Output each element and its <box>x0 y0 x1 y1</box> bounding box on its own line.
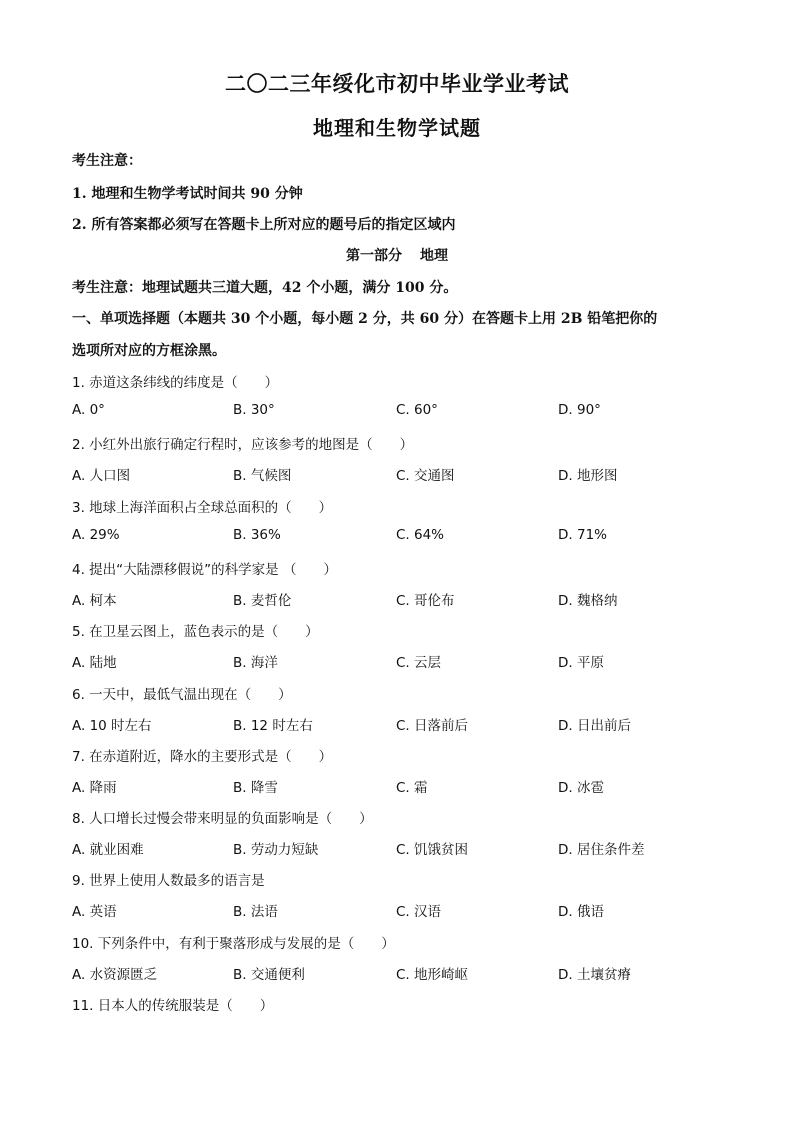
question-6-option-d: D. 日出前后 <box>558 717 631 734</box>
question-6: 6. 一天中，最低气温出现在（ ） <box>72 686 292 703</box>
question-9-option-c: C. 汉语 <box>396 904 442 921</box>
question-3: 3. 地球上海洋面积占全球总面积的（ ） <box>72 499 333 516</box>
question-9-option-d: D. 俄语 <box>558 904 604 921</box>
question-4: 4. 提出“大陆漂移假说”的科学家是 （ ） <box>72 561 337 578</box>
question-10-option-c: C. 地形崎岖 <box>396 966 469 983</box>
question-5-option-c: C. 云层 <box>396 655 442 672</box>
exam-subtitle: 地理和生物学试题 <box>313 116 481 140</box>
question-3-option-c: C. 64% <box>396 526 445 543</box>
question-6-option-c: C. 日落前后 <box>396 717 469 734</box>
question-10-option-d: D. 土壤贫瘠 <box>558 966 631 983</box>
question-2-option-d: D. 地形图 <box>558 468 618 485</box>
part-notice: 考生注意：地理试题共三道大题，42 个小题，满分 100 分。 <box>72 280 458 296</box>
question-6-option-b: B. 12 时左右 <box>233 717 313 734</box>
question-7-option-a: A. 降雨 <box>72 779 117 796</box>
question-1-option-c: C. 60° <box>396 402 438 418</box>
question-5-option-a: A. 陆地 <box>72 655 117 672</box>
question-9-option-b: B. 法语 <box>233 904 278 921</box>
question-8-option-c: C. 饥饿贫困 <box>396 842 469 859</box>
exam-title: 二〇二三年绥化市初中毕业学业考试 <box>225 71 569 96</box>
notice-heading: 考生注意： <box>72 153 142 169</box>
question-4-option-a: A. 柯本 <box>72 592 117 609</box>
question-10-option-b: B. 交通便利 <box>233 966 305 983</box>
question-4-option-c: C. 哥伦布 <box>396 592 455 609</box>
question-8-option-d: D. 居住条件差 <box>558 842 645 859</box>
question-3-option-a: A. 29% <box>72 526 120 543</box>
question-2-option-c: C. 交通图 <box>396 468 455 485</box>
part-name: 地理 <box>420 248 448 264</box>
question-3-option-b: B. 36% <box>233 526 281 543</box>
question-5-option-b: B. 海洋 <box>233 655 278 672</box>
question-10: 10. 下列条件中，有利于聚落形成与发展的是（ ） <box>72 935 395 952</box>
question-1: 1. 赤道这条纬线的纬度是（ ） <box>72 375 279 391</box>
question-7-option-d: D. 冰雹 <box>558 779 604 796</box>
notice-item-2: 2. 所有答案都必须写在答题卡上所对应的题号后的指定区域内 <box>72 217 456 233</box>
question-8-option-a: A. 就业困难 <box>72 842 144 859</box>
question-7-option-b: B. 降雪 <box>233 779 278 796</box>
question-2-option-a: A. 人口图 <box>72 468 131 485</box>
question-11: 11. 日本人的传统服装是（ ） <box>72 998 274 1014</box>
question-4-option-d: D. 魏格纳 <box>558 592 618 609</box>
question-2: 2. 小红外出旅行确定行程时，应该参考的地图是（ ） <box>72 437 414 454</box>
question-8-option-b: B. 劳动力短缺 <box>233 842 319 859</box>
question-3-option-d: D. 71% <box>558 526 607 543</box>
question-5-option-d: D. 平原 <box>558 655 604 672</box>
part-heading <box>0 245 794 265</box>
section-instruction-line2: 选项所对应的方框涂黑。 <box>72 343 226 359</box>
question-6-option-a: A. 10 时左右 <box>72 717 152 734</box>
question-1-option-b: B. 30° <box>233 402 275 418</box>
question-10-option-a: A. 水资源匮乏 <box>72 966 158 983</box>
question-4-option-b: B. 麦哲伦 <box>233 592 292 609</box>
question-9: 9. 世界上使用人数最多的语言是 <box>72 873 265 890</box>
question-7-option-c: C. 霜 <box>396 779 428 796</box>
section-instruction-line1: 一、单项选择题（本题共 30 个小题，每小题 2 分，共 60 分）在答题卡上用 2B 铅笔把你的 <box>72 311 658 327</box>
question-2-option-b: B. 气候图 <box>233 468 292 485</box>
question-8: 8. 人口增长过慢会带来明显的负面影响是（ ） <box>72 811 373 828</box>
question-1-option-d: D. 90° <box>558 402 601 418</box>
part-label: 第一部分 <box>346 248 402 264</box>
question-5: 5. 在卫星云图上，蓝色表示的是（ ） <box>72 624 319 641</box>
question-1-option-a: A. 0° <box>72 402 105 418</box>
question-7: 7. 在赤道附近，降水的主要形式是（ ） <box>72 748 333 765</box>
notice-item-1: 1. 地理和生物学考试时间共 90 分钟 <box>72 186 303 202</box>
question-9-option-a: A. 英语 <box>72 904 117 921</box>
